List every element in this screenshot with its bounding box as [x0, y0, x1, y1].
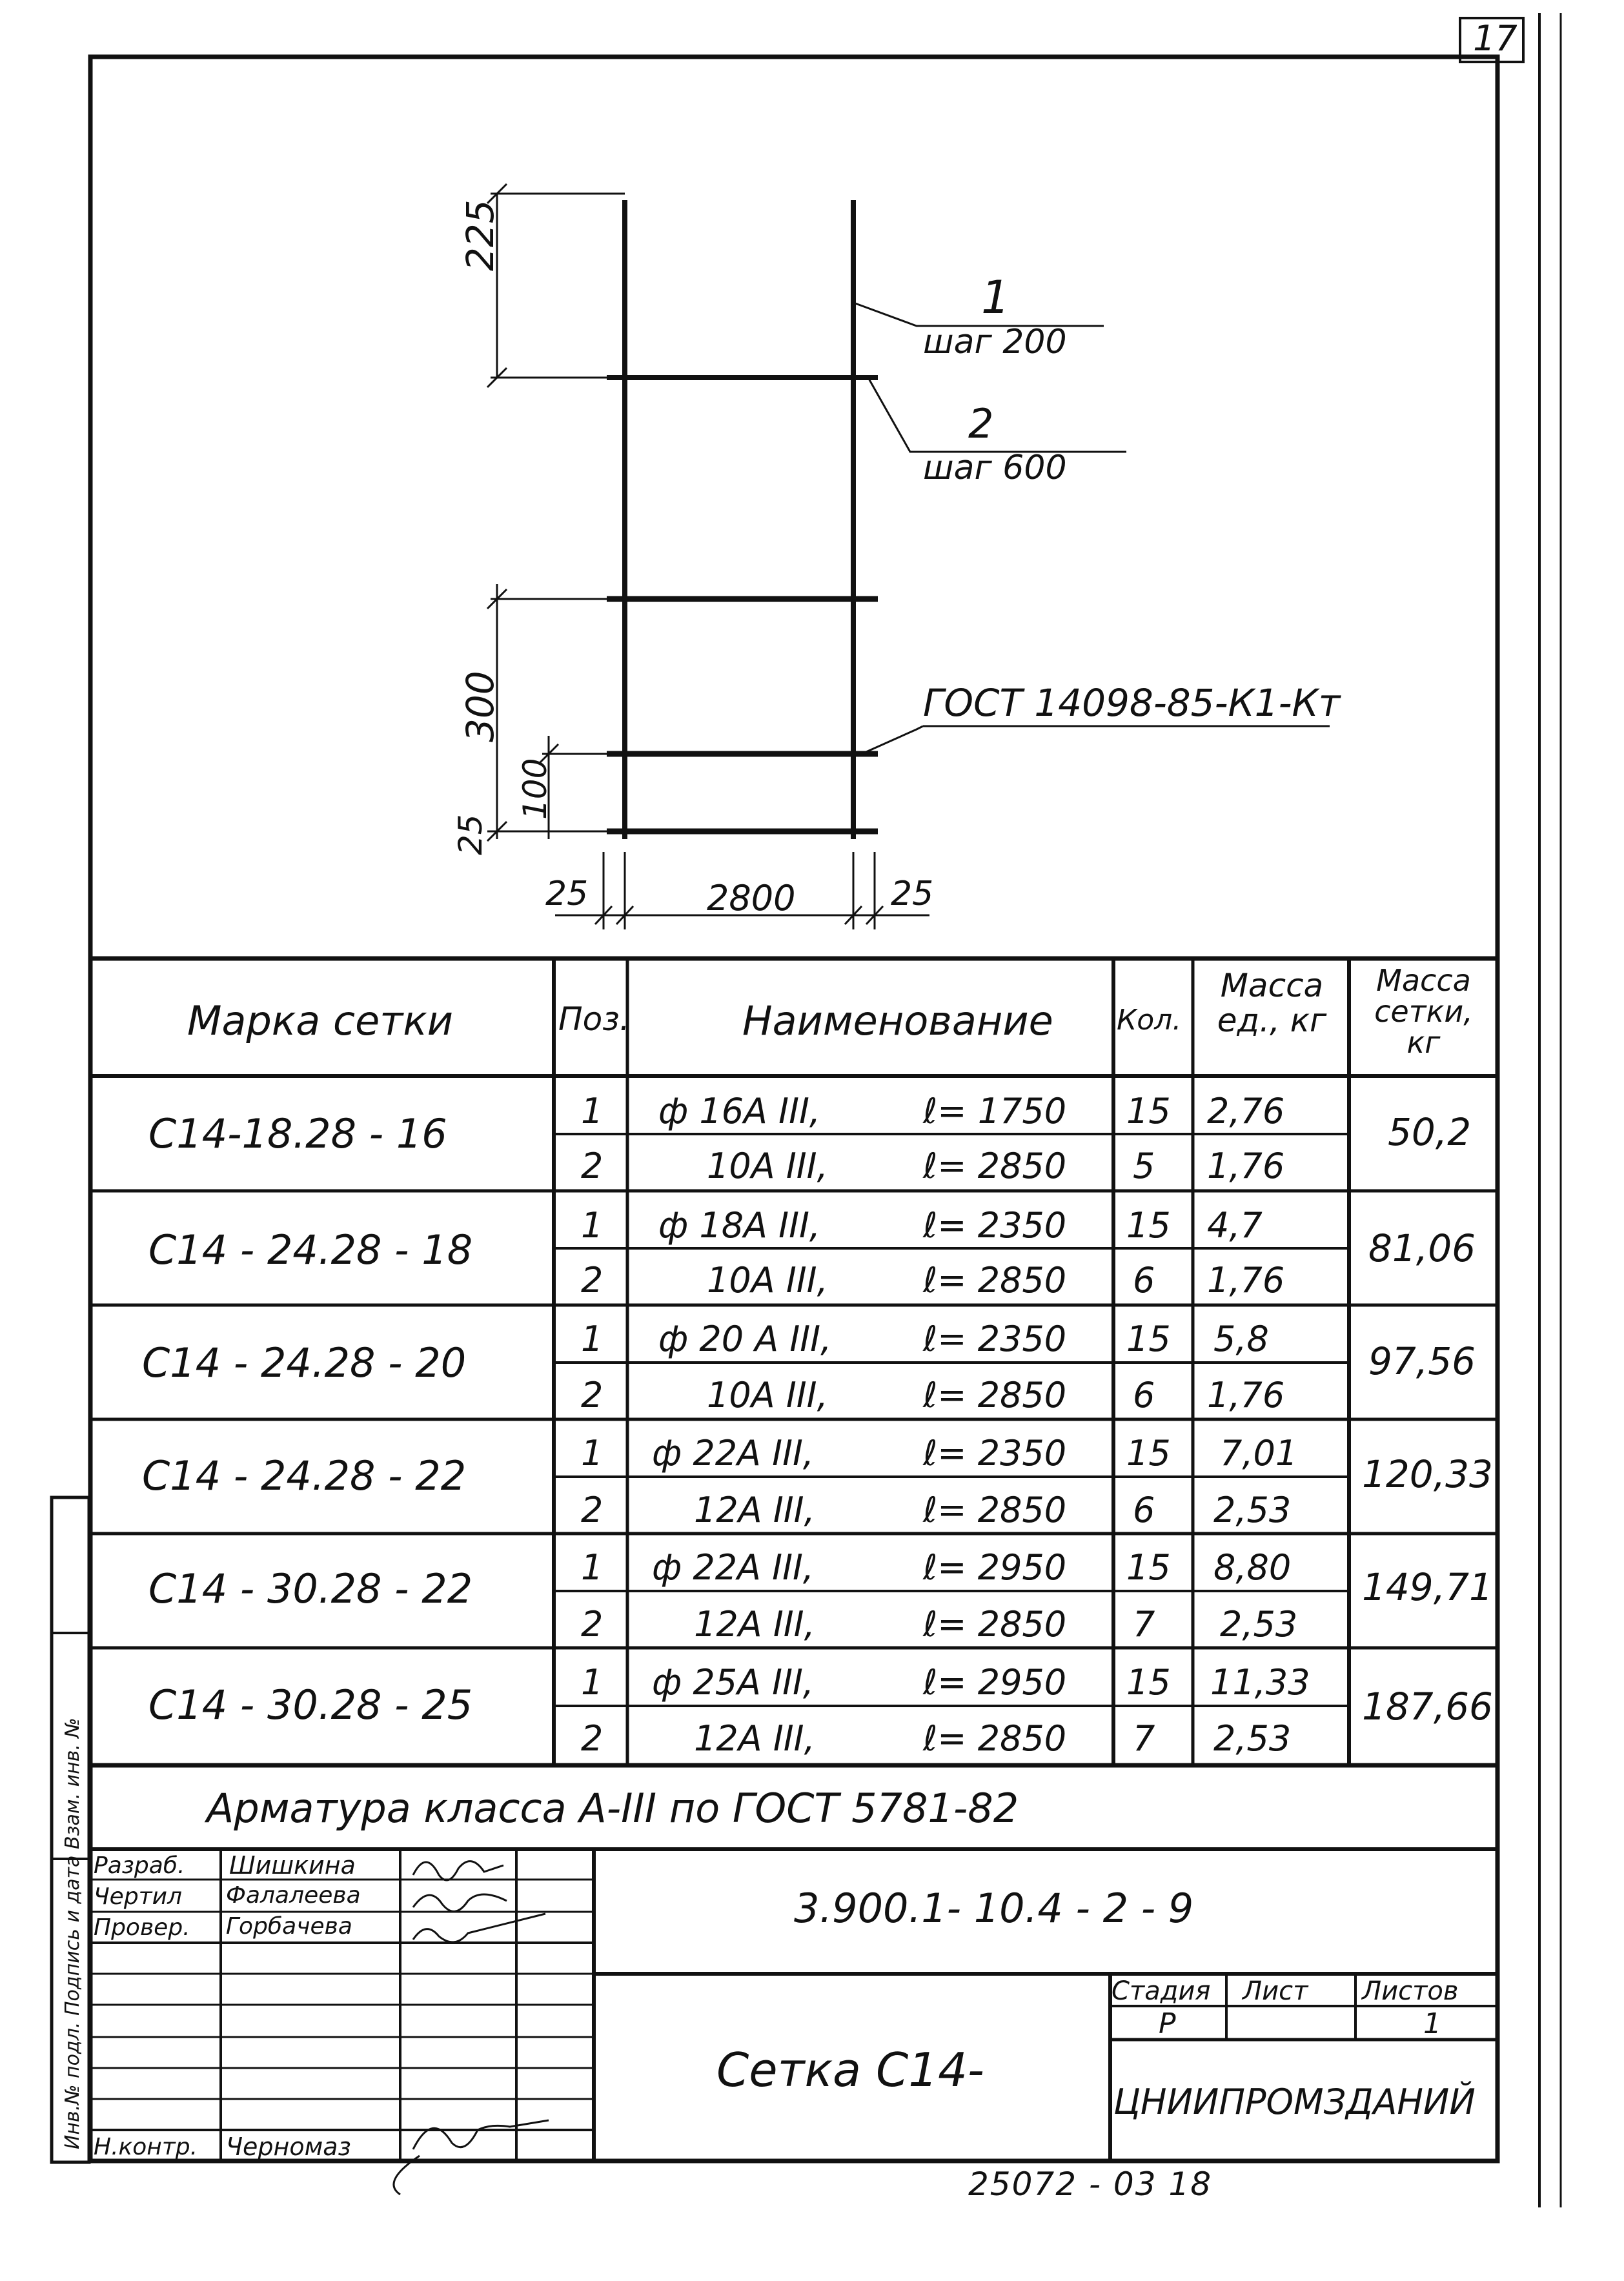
row-mass: 2,53: [1220, 1604, 1298, 1645]
mesh-total-mass: 120,33: [1362, 1452, 1493, 1496]
row-diameter: 10А III,: [707, 1375, 828, 1415]
row-pos: 1: [581, 1662, 604, 1703]
row-qty: 15: [1126, 1547, 1171, 1588]
row-length: ℓ= 2850: [923, 1490, 1067, 1530]
dim-300: 300: [458, 671, 502, 742]
header-pos: Поз.: [558, 1000, 630, 1038]
row-mass: 1,76: [1207, 1260, 1285, 1301]
row-qty: 15: [1126, 1091, 1171, 1131]
header-mark: Марка сетки: [187, 997, 454, 1044]
row-mass: 4,7: [1207, 1205, 1263, 1246]
row-pos: 1: [581, 1205, 604, 1246]
role-checker: Провер.: [94, 1914, 190, 1941]
row-mass: 7,01: [1220, 1433, 1298, 1474]
signature: [413, 1894, 507, 1911]
row-mass: 2,76: [1207, 1091, 1285, 1131]
callout-1-position: 1: [981, 271, 1010, 324]
row-pos: 2: [581, 1604, 604, 1645]
name-drafter: Фалалеева: [226, 1882, 361, 1909]
row-diameter: 10А III,: [707, 1146, 828, 1186]
row-diameter: 12А III,: [694, 1490, 815, 1530]
row-diameter: 12А III,: [694, 1718, 815, 1759]
signature: [413, 1861, 503, 1880]
stage-header: Стадия: [1111, 1976, 1211, 2006]
dim-100: 100: [516, 758, 554, 820]
mesh-total-mass: 81,06: [1368, 1226, 1476, 1270]
row-length: ℓ= 2850: [923, 1146, 1067, 1186]
row-qty: 15: [1126, 1205, 1171, 1246]
row-diameter: ф 16А III,: [658, 1091, 821, 1131]
drawing-title: Сетка С14-: [716, 2043, 984, 2097]
header-mass-mesh: Масса сетки, кг: [1374, 963, 1473, 1060]
dim-25-right: 25: [891, 875, 934, 913]
callout-2-position: 2: [968, 400, 994, 447]
leader-gost: [862, 726, 923, 754]
mesh-mark: С14 - 30.28 - 25: [148, 1681, 473, 1728]
row-qty: 5: [1133, 1146, 1155, 1186]
row-qty: 15: [1126, 1319, 1171, 1359]
mesh-total-mass: 97,56: [1368, 1339, 1476, 1383]
sheet-number: 17: [1473, 18, 1517, 59]
reinforcement-note: Арматура класса А-III по ГОСТ 5781-82: [207, 1785, 1019, 1832]
name-norm-control: Черномаз: [226, 2133, 351, 2161]
row-mass: 8,80: [1213, 1547, 1292, 1588]
row-qty: 6: [1133, 1490, 1155, 1530]
leader-2: [868, 378, 1126, 452]
row-qty: 15: [1126, 1433, 1171, 1474]
dim-25-left: 25: [545, 875, 589, 913]
row-qty: 6: [1133, 1260, 1155, 1301]
row-diameter: ф 22А III,: [652, 1433, 815, 1474]
role-norm-control: Н.контр.: [94, 2134, 198, 2160]
sheets-value: 1: [1423, 2007, 1441, 2040]
header-name: Наименование: [742, 997, 1053, 1044]
mesh-mark: С14 - 24.28 - 22: [142, 1452, 467, 1499]
row-mass: 2,53: [1213, 1718, 1292, 1759]
dim-2800: 2800: [707, 878, 796, 918]
name-developer: Шишкина: [229, 1851, 356, 1880]
row-pos: 2: [581, 1146, 604, 1186]
mesh-total-mass: 149,71: [1362, 1565, 1493, 1609]
row-mass: 1,76: [1207, 1375, 1285, 1415]
row-length: ℓ= 2850: [923, 1718, 1067, 1759]
row-mass: 11,33: [1210, 1662, 1310, 1703]
mesh-mark: С14 - 24.28 - 20: [142, 1339, 467, 1386]
row-mass: 5,8: [1213, 1319, 1269, 1359]
name-checker: Горбачева: [226, 1913, 352, 1940]
row-qty: 6: [1133, 1375, 1155, 1415]
signature: [394, 2120, 549, 2195]
mesh-mark: С14-18.28 - 16: [148, 1110, 447, 1157]
callout-2-step: шаг 600: [923, 449, 1067, 487]
row-pos: 2: [581, 1260, 604, 1301]
row-length: ℓ= 2850: [923, 1375, 1067, 1415]
row-mass: 1,76: [1207, 1146, 1285, 1186]
role-drafter: Чертил: [94, 1883, 183, 1910]
organization: ЦНИИПРОМЗДАНИЙ: [1113, 2082, 1476, 2122]
row-pos: 2: [581, 1375, 604, 1415]
row-length: ℓ= 2350: [923, 1433, 1067, 1474]
row-pos: 1: [581, 1547, 604, 1588]
row-diameter: ф 22А III,: [652, 1547, 815, 1588]
gost-mesh-label: ГОСТ 14098-85-К1-Кт: [923, 681, 1341, 725]
sheet-header: Лист: [1243, 1976, 1308, 2006]
row-diameter: ф 25А III,: [652, 1662, 815, 1703]
mesh-mark: С14 - 24.28 - 18: [148, 1226, 473, 1273]
role-developer: Разраб.: [94, 1852, 185, 1879]
row-diameter: 12А III,: [694, 1604, 815, 1645]
row-pos: 2: [581, 1490, 604, 1530]
document-code: 3.900.1- 10.4 - 2 - 9: [794, 1885, 1194, 1932]
mesh-total-mass: 50,2: [1388, 1110, 1472, 1154]
row-diameter: 10А III,: [707, 1260, 828, 1301]
dim-25-vertical: 25: [452, 814, 489, 855]
row-length: ℓ= 2850: [923, 1260, 1067, 1301]
row-qty: 7: [1133, 1604, 1155, 1645]
row-pos: 1: [581, 1433, 604, 1474]
row-pos: 1: [581, 1091, 604, 1131]
header-mass-unit: Масса ед., кг: [1217, 967, 1327, 1039]
dim-225: 225: [458, 199, 502, 271]
row-pos: 2: [581, 1718, 604, 1759]
row-diameter: ф 20 А III,: [658, 1319, 832, 1359]
sheets-header: Листов: [1362, 1976, 1459, 2006]
row-length: ℓ= 2350: [923, 1319, 1067, 1359]
mesh-total-mass: 187,66: [1362, 1685, 1493, 1728]
row-length: ℓ= 2850: [923, 1604, 1067, 1645]
row-pos: 1: [581, 1319, 604, 1359]
row-length: ℓ= 2950: [923, 1662, 1067, 1703]
row-diameter: ф 18А III,: [658, 1205, 821, 1246]
header-qty: Кол.: [1117, 1004, 1182, 1037]
stage-value: Р: [1159, 2007, 1176, 2040]
callout-1-step: шаг 200: [923, 323, 1067, 361]
archive-code: 25072 - 03 18: [968, 2165, 1213, 2203]
row-qty: 7: [1133, 1718, 1155, 1759]
row-qty: 15: [1126, 1662, 1171, 1703]
mesh-mark: С14 - 30.28 - 22: [148, 1565, 473, 1612]
row-length: ℓ= 2350: [923, 1205, 1067, 1246]
signature: [413, 1914, 545, 1942]
side-stamp-text: Инв.№ подл. Подпись и дата Взам. инв. №: [61, 1718, 84, 2149]
row-length: ℓ= 1750: [923, 1091, 1067, 1131]
row-mass: 2,53: [1213, 1490, 1292, 1530]
row-length: ℓ= 2950: [923, 1547, 1067, 1588]
